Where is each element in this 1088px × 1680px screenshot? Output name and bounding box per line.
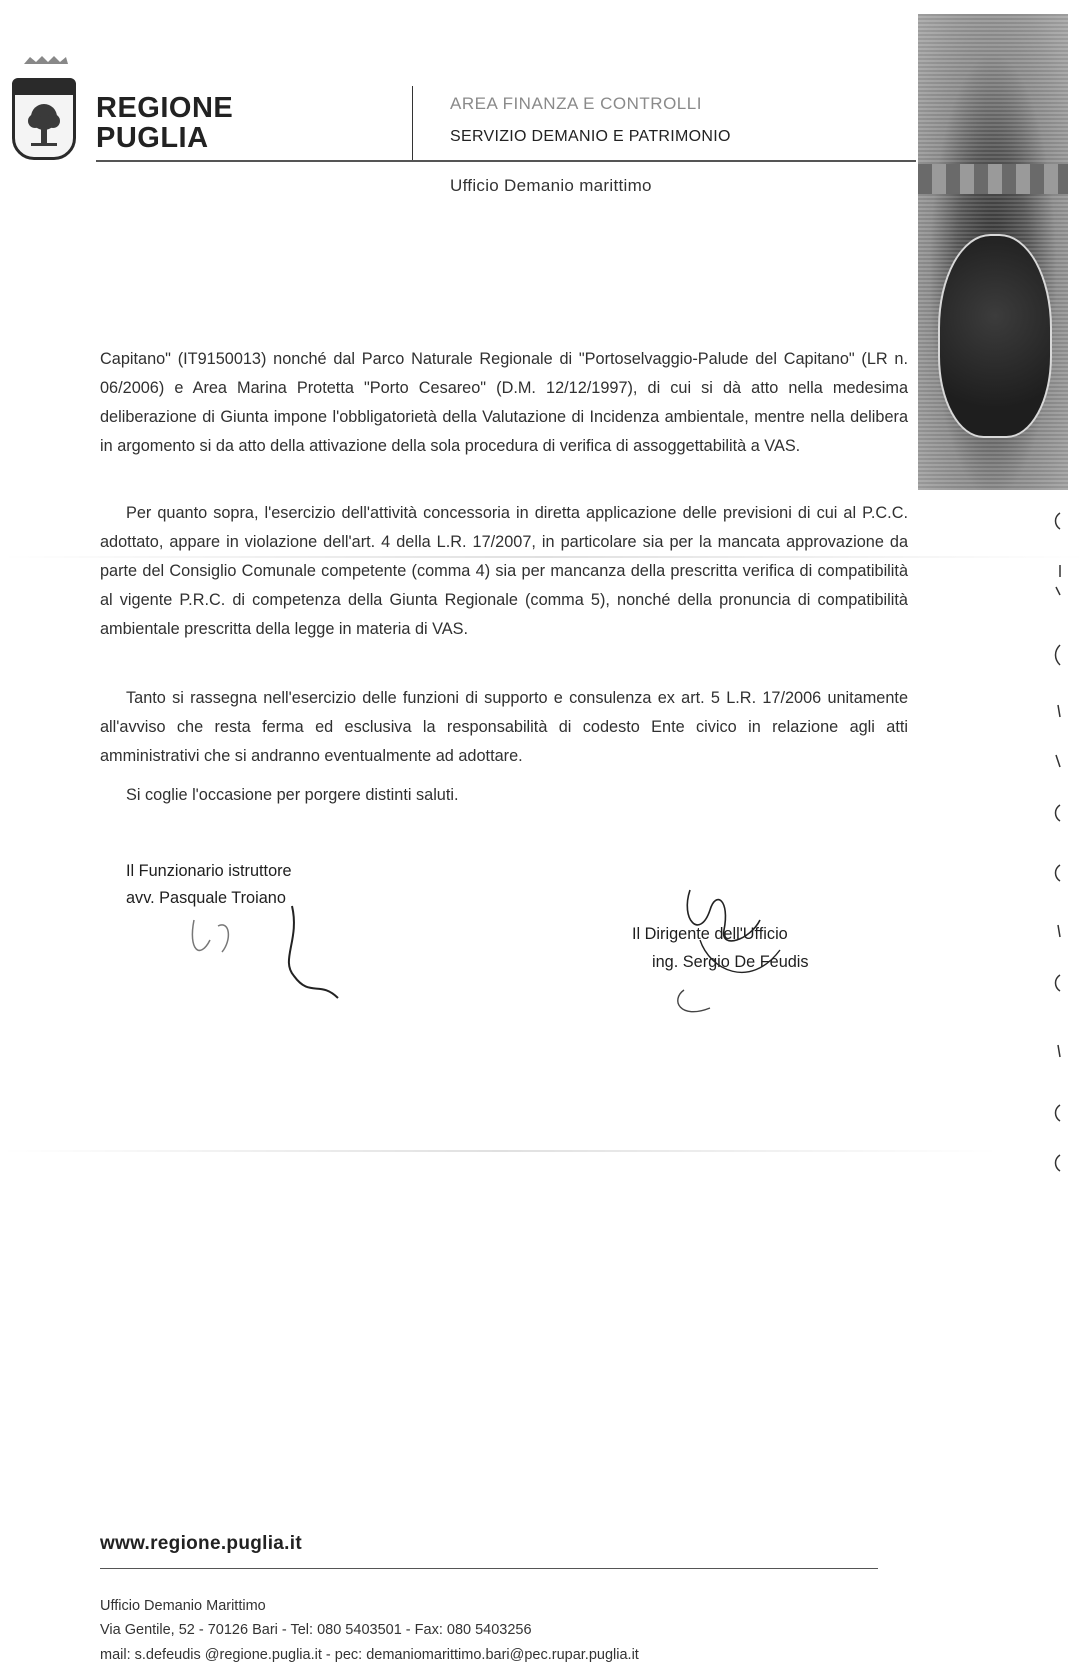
scan-streak	[0, 1150, 1000, 1152]
footer-rule	[100, 1568, 878, 1569]
left-signatory-name: avv. Pasquale Troiano	[126, 889, 286, 907]
handwritten-signature-right	[640, 880, 810, 1020]
header-rule	[96, 160, 916, 162]
crown-icon	[22, 54, 70, 66]
scan-edge-marks	[1050, 505, 1066, 1175]
decorative-side-panel	[918, 14, 1068, 490]
footer-address: Via Gentile, 52 - 70126 Bari - Tel: 080 5403501 - Fax: 080 5403256	[100, 1622, 532, 1638]
right-signatory-title: Il Dirigente dell'Ufficio	[632, 925, 788, 943]
right-signatory-name: ing. Sergio De Feudis	[652, 953, 809, 971]
brand-name-line1: REGIONE	[96, 92, 234, 124]
servizio-title: SERVIZIO DEMANIO E PATRIMONIO	[450, 128, 731, 145]
ufficio-title: Ufficio Demanio marittimo	[450, 176, 652, 195]
handwritten-signature-left	[170, 880, 400, 1010]
footer-contacts: mail: s.defeudis @regione.puglia.it - pec: demaniomarittimo.bari@pec.rupar.puglia.it	[100, 1647, 639, 1663]
closing-line: Si coglie l'occasione per porgere distinti saluti.	[126, 786, 459, 804]
regione-puglia-logo	[12, 78, 76, 160]
tree-emblem-icon	[938, 234, 1052, 438]
paragraph-1: Capitano" (IT9150013) nonché dal Parco Naturale Regionale di "Portoselvaggio-Palude del Capitano" (LR n. 06/2006) e Area Marina Protetta "Porto Cesareo" (D.M. 12/12/1997), di cui si dà atto nella medesima deliberazione di Giunta impone l'obbligatorietà della Valutazione di Incidenza ambientale, mentre nella delibera in argomento si da atto della attivazione della sola procedura di verifica di assoggettabilità a VAS.	[100, 350, 908, 455]
brand-name-line2: PUGLIA	[96, 122, 209, 154]
paragraph-3: Tanto si rassegna nell'esercizio delle funzioni di supporto e consulenza ex art. 5 L.R. 17/2006 unitamente all'avviso che resta ferma ed esclusiva la responsabilità di codesto Ente civico in relazione agli atti amministrativi che si andranno eventualmente ad adottare.	[100, 689, 908, 765]
header-divider	[412, 86, 413, 160]
website-link[interactable]: www.regione.puglia.it	[100, 1533, 302, 1554]
left-signatory-title: Il Funzionario istruttore	[126, 862, 292, 880]
footer-office: Ufficio Demanio Marittimo	[100, 1598, 266, 1614]
area-title: AREA FINANZA E CONTROLLI	[450, 94, 702, 113]
paragraph-2: Per quanto sopra, l'esercizio dell'attività concessoria in diretta applicazione delle previsioni di cui al P.C.C. adottato, appare in violazione dell'art. 4 della L.R. 17/2007, in particolare sia per la mancata approvazione da parte del Consiglio Comunale competente (comma 4) sia per mancanza della prescritta verifica di compatibilità al vigente P.R.C. di competenza della Giunta Regionale (comma 5), nonché della pronuncia di compatibilità ambientale prescritta della legge in materia di VAS.	[100, 504, 908, 638]
oak-tree-icon	[21, 97, 67, 153]
scan-streak	[0, 556, 1088, 558]
